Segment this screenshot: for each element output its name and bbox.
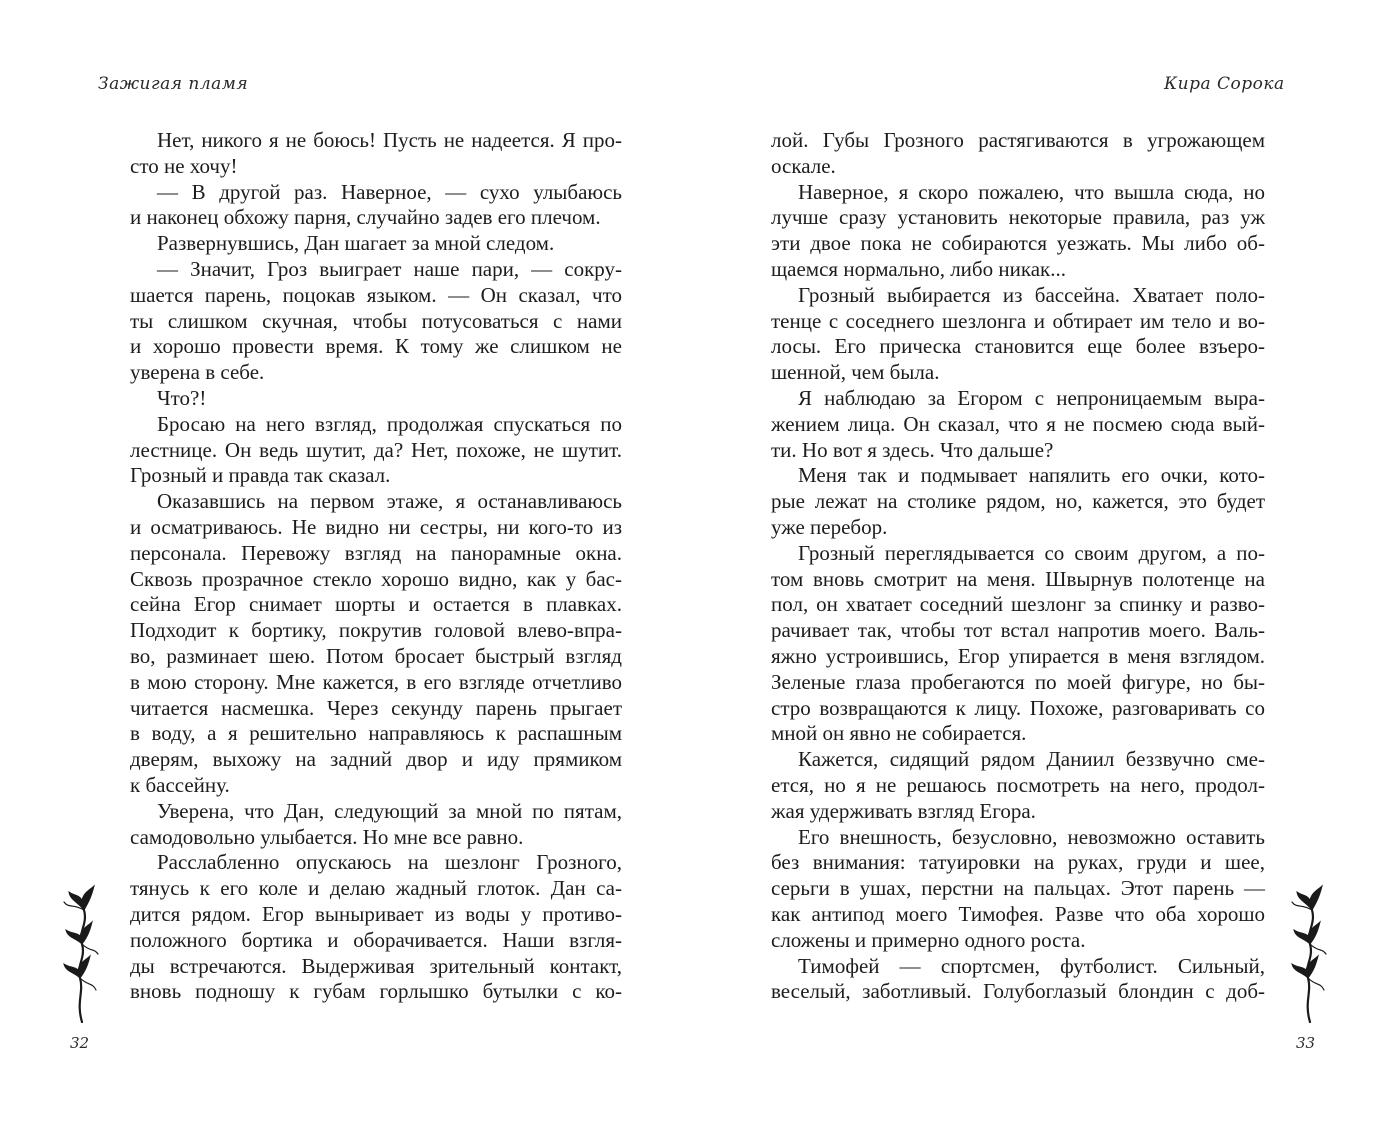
text-line: ти. Но вот я здесь. Что дальше?	[771, 437, 1054, 462]
text-line: том вновь смотрит на меня. Швырнув полотенце на	[771, 566, 1265, 591]
text-line: Его внешность, безусловно, невозможно оставить	[798, 824, 1265, 849]
text-line: тянусь к его коле и делаю жадный глоток. Дан са-	[130, 876, 622, 901]
text-line: уже перебор.	[771, 514, 888, 539]
text-line: веселый, заботливый. Голубоглазый блондин с доб-	[771, 979, 1265, 1004]
text-line: Развернувшись, Дан шагает за мной следом.	[157, 231, 555, 256]
text-line: дверям, выхожу на задний двор и иду прямиком	[130, 747, 622, 772]
text-line: в воду, а я решительно направляюсь к распашным	[130, 721, 622, 746]
text-line: читается насмешка. Через секунду парень прыгает	[130, 695, 622, 720]
text-line: рые лежат на столике рядом, но, кажется, это будет	[771, 489, 1265, 514]
text-line: лучше сразу установить некоторые правила, раз уж	[771, 205, 1265, 230]
text-line: и хорошо провести время. К тому же слишком не	[130, 334, 622, 359]
text-line: жением лица. Он сказал, что я не посмею сюда вый-	[771, 411, 1265, 436]
text-line: лосы. Его прическа становится еще более взъеро-	[771, 334, 1265, 359]
text-line: тенце с соседнего шезлонга и обтирает им тело и во-	[771, 308, 1265, 333]
left-page-text-column	[130, 128, 622, 1005]
text-line: жая удерживать взгляд Егора.	[771, 798, 1036, 823]
text-line: стро возвращаются к лицу. Похоже, разговаривать со	[771, 695, 1265, 720]
text-line: серьги в ушах, перстни на пальцах. Этот парень —	[771, 876, 1265, 901]
text-line: сейна Егор снимает шорты и остается в плавках.	[130, 592, 622, 617]
text-line: дится рядом. Егор выныривает из воды у противо-	[130, 901, 622, 926]
text-line: Меня так и подмывает напялить его очки, кото-	[798, 463, 1265, 488]
text-line: — Значит, Гроз выиграет наше пари, — сокру-	[157, 256, 622, 281]
running-head-book-title: Зажигая пламя	[98, 74, 249, 94]
text-line: пол, он хватает соседний шезлонг за спинку и разво-	[771, 592, 1265, 617]
text-line: как антипод моего Тимофея. Разве что оба хорошо	[771, 901, 1265, 926]
text-line: Тимофей — спортсмен, футболист. Сильный,	[798, 953, 1265, 978]
text-line: к бассейну.	[130, 772, 230, 797]
text-line: оскале.	[771, 153, 836, 178]
text-line: лой. Губы Грозного растягиваются в угрожающем	[771, 128, 1265, 152]
text-line: мной он явно не собирается.	[771, 721, 1027, 746]
text-line: рачивает так, чтобы тот встал напротив моего. Валь-	[771, 618, 1265, 643]
text-line: Грозный переглядывается со своим другом, а по-	[798, 540, 1265, 565]
page-number: 33	[1296, 1034, 1316, 1052]
text-line: Бросаю на него взгляд, продолжая спускаться по	[157, 411, 622, 436]
tribal-heart-vine-icon	[1288, 882, 1328, 1024]
text-line: сто не хочу!	[130, 153, 238, 178]
text-line: Уверена, что Дан, следующий за мной по пятам,	[157, 798, 622, 823]
text-line: яжно устроившись, Егор упирается в меня взглядом.	[771, 643, 1265, 668]
text-line: щаемся нормально, либо никак...	[771, 256, 1066, 281]
text-line: персонала. Перевожу взгляд на панорамные окна.	[130, 540, 622, 565]
text-line: без внимания: татуировки на руках, груди и шее,	[771, 850, 1265, 875]
text-line: сложены и примерно одного роста.	[771, 927, 1086, 952]
text-line: ты слишком скучная, чтобы потусоваться с нами	[130, 308, 622, 333]
text-line: во, разминает шею. Потом бросает быстрый взгляд	[130, 643, 622, 668]
text-line: — В другой раз. Наверное, — сухо улыбаюсь	[157, 179, 622, 204]
text-line: лестнице. Он ведь шутит, да? Нет, похоже, не шутит.	[130, 437, 622, 462]
text-line: Нет, никого я не боюсь! Пусть не надеется. Я про-	[157, 128, 622, 152]
text-line: Расслабленно опускаюсь на шезлонг Грозного,	[157, 850, 622, 875]
text-line: Я наблюдаю за Егором с непроницаемым выра-	[798, 385, 1265, 410]
text-line: Грозный и правда так сказал.	[130, 463, 391, 488]
text-line: уверена в себе.	[130, 360, 265, 385]
text-line: ется, но я не решаюсь посмотреть на него, продол-	[771, 772, 1265, 797]
text-line: ды встречаются. Выдерживая зрительный контакт,	[130, 953, 622, 978]
text-line: Подходит к бортику, покрутив головой влево-впра-	[130, 618, 622, 643]
text-line: шается парень, поцокав языком. — Он сказал, что	[130, 282, 622, 307]
text-line: Кажется, сидящий рядом Даниил беззвучно сме-	[798, 747, 1265, 772]
text-line: вновь подношу к губам горлышко бутылки с ко-	[130, 979, 622, 1004]
text-line: самодовольно улыбается. Но мне все равно.	[130, 824, 524, 849]
text-line: Зеленые глаза пробегаются по моей фигуре, но бы-	[771, 669, 1265, 694]
text-line: и осматриваюсь. Не видно ни сестры, ни кого-то из	[130, 514, 622, 539]
text-line: Оказавшись на первом этаже, я останавливаюсь	[157, 489, 622, 514]
text-line: Грозный выбирается из бассейна. Хватает поло-	[798, 282, 1265, 307]
text-line: шенной, чем была.	[771, 360, 940, 385]
text-line: эти двое пока не собираются уезжать. Мы либо об-	[771, 231, 1265, 256]
right-page-text-column	[771, 128, 1265, 1005]
text-line: Что?!	[157, 385, 207, 410]
text-line: Наверное, я скоро пожалею, что вышла сюда, но	[798, 179, 1265, 204]
page-number: 32	[70, 1034, 90, 1052]
running-head-author-name: Кира Сорока	[1164, 74, 1285, 94]
text-line: в мою сторону. Мне кажется, в его взгляде отчетливо	[130, 669, 622, 694]
text-line: и наконец обхожу парня, случайно задев его плечом.	[130, 205, 601, 230]
tribal-heart-vine-icon	[60, 882, 100, 1024]
text-line: Сквозь прозрачное стекло хорошо видно, как у бас-	[130, 566, 622, 591]
text-line: положного бортика и оборачивается. Наши взгля-	[130, 927, 622, 952]
